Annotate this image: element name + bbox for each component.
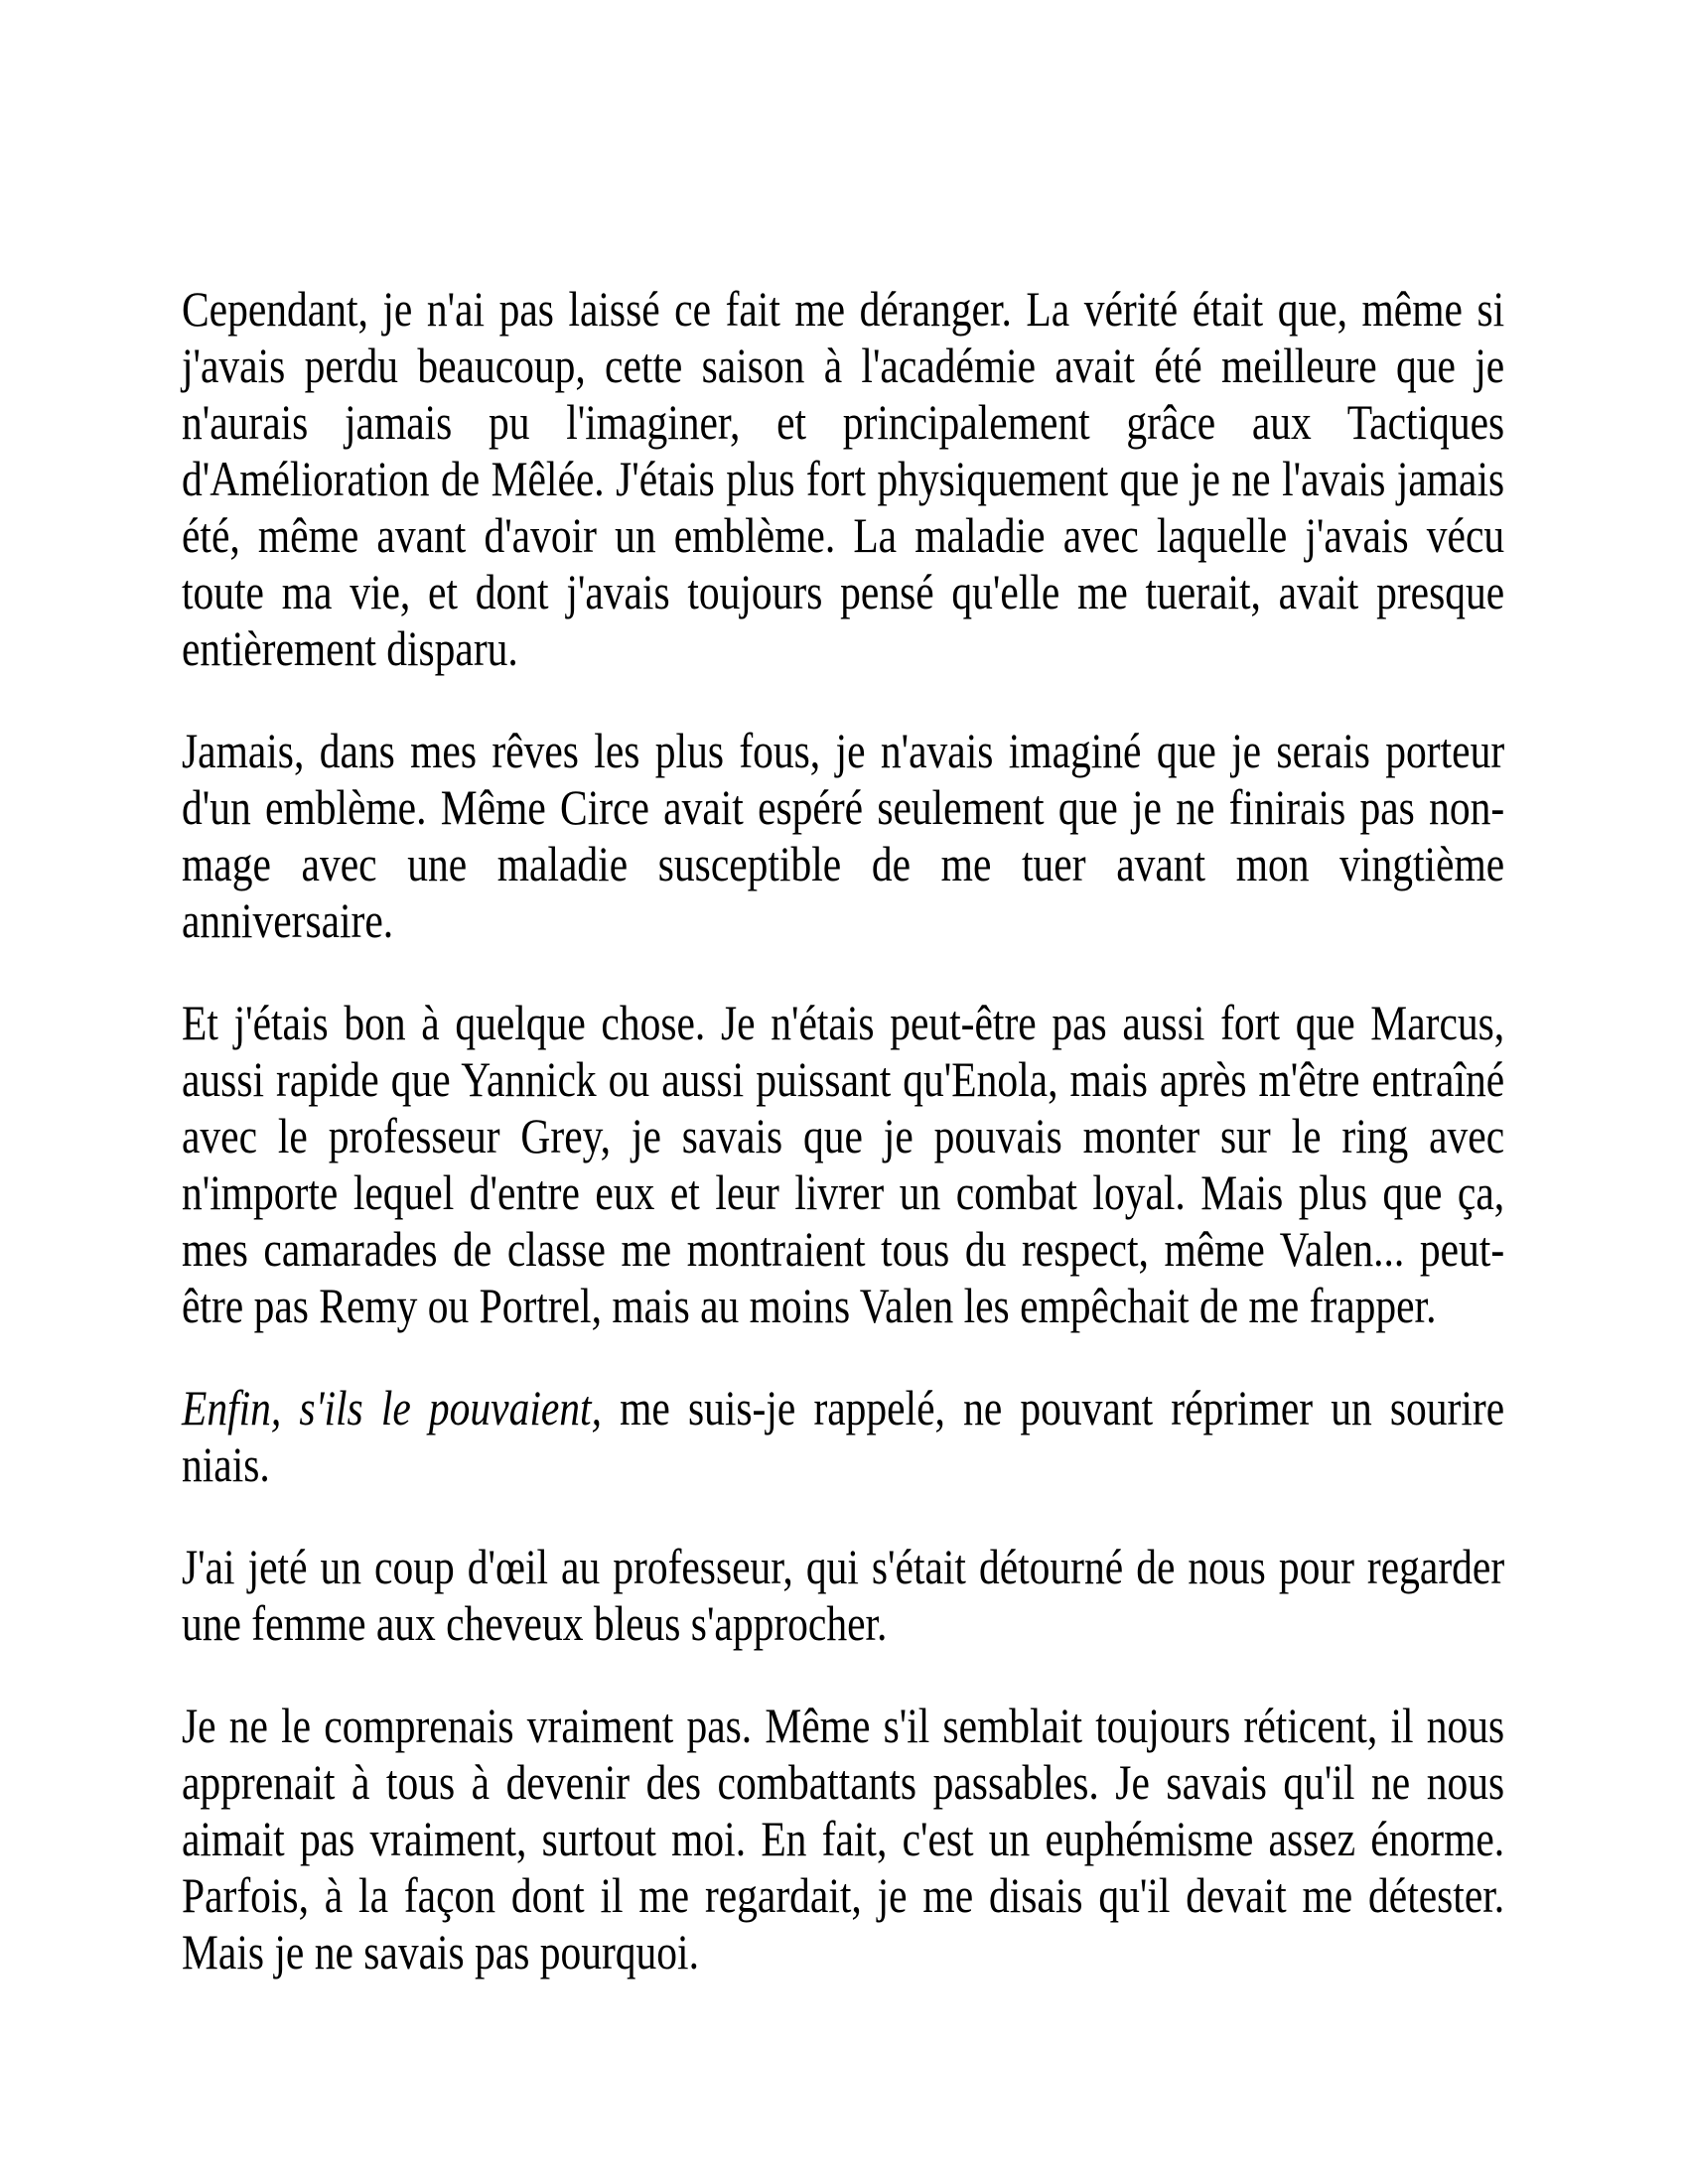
body-paragraph: Jamais, dans mes rêves les plus fous, je n'avais imaginé que je serais porteur d'un emblème. Même Circe avait espéré seulement que je ne finirais pas non-mage avec une maladie susceptible de me tuer avant mon vingtième anniversaire.	[182, 723, 1505, 948]
body-paragraph: J'ai jeté un coup d'œil au professeur, qui s'était détourné de nous pour regarder une femme aux cheveux bleus s'approcher.	[182, 1539, 1505, 1651]
body-paragraph	[182, 1380, 1504, 1493]
body-paragraph: Et j'étais bon à quelque chose. Je n'étais peut-être pas aussi fort que Marcus, aussi rapide que Yannick ou aussi puissant qu'Enola, mais après m'être entraîné avec le professeur Grey, je savais que je pouvais monter sur le ring avec n'importe lequel d'entre eux et leur livrer un combat loyal. Mais plus que ça, mes camarades de classe me montraient tous du respect, même Valen... peut-être pas Remy ou Portrel, mais au moins Valen les empêchait de me frapper.	[182, 995, 1505, 1333]
body-paragraph: Cependant, je n'ai pas laissé ce fait me déranger. La vérité était que, même si j'avais perdu beaucoup, cette saison à l'académie avait été meilleure que je n'aurais jamais pu l'imaginer, et principalement grâce aux Tactiques d'Amélioration de Mêlée. J'étais plus fort physiquement que je ne l'avais jamais été, même avant d'avoir un emblème. La maladie avec laquelle j'avais vécu toute ma vie, et dont j'avais toujours pensé qu'elle me tuerait, avait presque entièrement disparu.	[182, 281, 1505, 676]
body-paragraph: Je ne le comprenais vraiment pas. Même s'il semblait toujours réticent, il nous apprenait à tous à devenir des combattants passables. Je savais qu'il ne nous aimait pas vraiment, surtout moi. En fait, c'est un euphémisme assez énorme. Parfois, à la façon dont il me regardait, je me disais qu'il devait me détester. Mais je ne savais pas pourquoi.	[182, 1698, 1505, 1979]
paragraph-continuation: me suis-je rappelé, ne pouvant réprimer un sourire niais.	[182, 1380, 1505, 1492]
italic-phrase: Enfin, s'ils le pouvaient,	[182, 1380, 602, 1435]
text-block	[182, 281, 1504, 1980]
